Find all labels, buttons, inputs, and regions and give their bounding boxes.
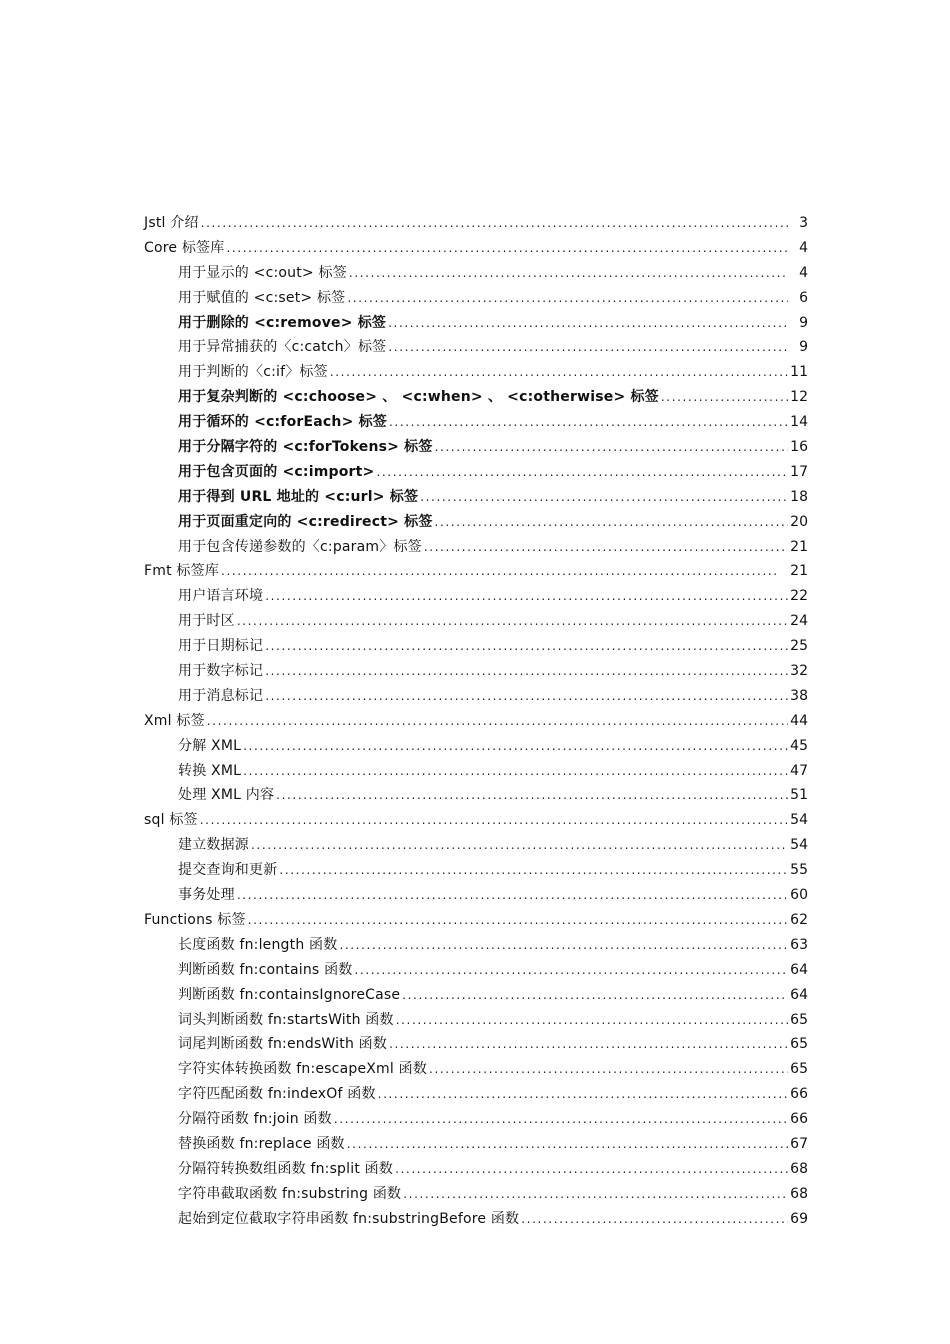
toc-entry-page-number: 55: [790, 862, 808, 879]
toc-entry-title: 用于异常捕获的〈c:catch〉标签: [178, 339, 387, 356]
toc-dot-leader: [389, 1032, 788, 1057]
toc-entry-page-number: 60: [790, 887, 808, 904]
toc-entry-page-number: 20: [790, 513, 808, 530]
toc-entry-title: 判断函数 fn:contains 函数: [178, 961, 353, 978]
toc-entry-title: 用于显示的 <c:out> 标签: [178, 264, 347, 281]
toc-entry-title: Fmt 标签库: [144, 563, 220, 580]
toc-entry-page-number: 12: [790, 389, 808, 406]
toc-entry[interactable]: [144, 734, 808, 759]
toc-entry-page-number: 6: [799, 289, 808, 306]
toc-entry-page-number: 17: [790, 463, 808, 480]
toc-entry[interactable]: [144, 833, 808, 858]
toc-entry-page-number: 3: [799, 215, 808, 231]
toc-entry-title: 用于包含传递参数的〈c:param〉标签: [178, 538, 422, 555]
toc-entry[interactable]: [144, 1182, 808, 1207]
toc-dot-leader: [237, 883, 788, 908]
toc-entry-title: 用于复杂判断的 <c:choose> 、 <c:when> 、 <c:otherwise> 标签: [178, 389, 659, 406]
toc-entry-page-number: 66: [790, 1111, 808, 1128]
toc-dot-leader: [402, 983, 788, 1008]
toc-entry-page-number: 69: [790, 1210, 808, 1227]
toc-entry-page-number: 4: [799, 239, 808, 256]
toc-dot-leader: [354, 958, 788, 983]
toc-entry-page-number: 4: [799, 264, 808, 281]
toc-entry-title: 用于包含页面的 <c:import>: [178, 463, 375, 480]
toc-entry-title: 用于删除的 <c:remove> 标签: [178, 314, 387, 331]
toc-dot-leader: [429, 1057, 788, 1082]
toc-entry-title: 用于分隔字符的 <c:forTokens> 标签: [178, 439, 433, 456]
toc-entry[interactable]: [144, 883, 808, 908]
toc-entry-title: 字符实体转换函数 fn:escapeXml 函数: [178, 1061, 428, 1078]
toc-dot-leader: [201, 211, 788, 236]
toc-entry-title: 词头判断函数 fn:startsWith 函数: [178, 1011, 394, 1028]
toc-entry[interactable]: [144, 659, 808, 684]
toc-entry[interactable]: [144, 634, 808, 659]
toc-entry-page-number: 47: [790, 762, 808, 779]
toc-dot-leader: [424, 535, 788, 560]
toc-entry-title: 用于时区: [178, 613, 235, 630]
toc-entry[interactable]: [144, 510, 808, 535]
toc-entry[interactable]: [144, 1107, 808, 1132]
toc-entry-page-number: 21: [790, 538, 808, 555]
toc-dot-leader: [396, 1008, 788, 1033]
toc-dot-leader: [243, 734, 788, 759]
toc-entry-title: 用户语言环境: [178, 588, 264, 605]
toc-dot-leader: [388, 311, 788, 336]
toc-entry-title: Functions 标签: [144, 911, 246, 928]
toc-entry[interactable]: [144, 684, 808, 709]
toc-entry-title: 用于判断的〈c:if〉标签: [178, 364, 328, 381]
toc-entry-page-number: 18: [790, 488, 808, 505]
toc-entry-page-number: 65: [790, 1061, 808, 1078]
toc-entry-title: 判断函数 fn:containsIgnoreCase: [178, 986, 401, 1003]
toc-entry-page-number: 24: [790, 613, 808, 630]
toc-dot-leader: [248, 908, 788, 933]
toc-entry-page-number: 65: [790, 1011, 808, 1028]
toc-entry[interactable]: [144, 709, 808, 734]
toc-dot-leader: [334, 1107, 788, 1132]
toc-dot-leader: [330, 360, 788, 385]
toc-dot-leader: [420, 485, 788, 510]
toc-entry[interactable]: [144, 584, 808, 609]
toc-entry-page-number: 65: [790, 1036, 808, 1053]
toc-dot-leader: [347, 286, 788, 311]
toc-entry-title: 用于消息标记: [178, 687, 264, 704]
toc-dot-leader: [265, 584, 788, 609]
toc-dot-leader: [389, 410, 788, 435]
toc-dot-leader: [265, 634, 788, 659]
toc-entry-page-number: 54: [790, 812, 808, 829]
toc-entry-page-number: 68: [790, 1185, 808, 1202]
toc-entry-title: Xml 标签: [144, 712, 205, 729]
toc-entry-title: 长度函数 fn:length 函数: [178, 936, 338, 953]
toc-entry[interactable]: [144, 1057, 808, 1082]
toc-dot-leader: [207, 709, 788, 734]
toc-entry[interactable]: [144, 385, 808, 410]
toc-dot-leader: [378, 1082, 788, 1107]
toc-dot-leader: [661, 385, 788, 410]
toc-entry-title: 分隔符函数 fn:join 函数: [178, 1111, 332, 1128]
toc-entry[interactable]: [144, 1008, 808, 1033]
toc-dot-leader: [376, 460, 788, 485]
toc-dot-leader: [521, 1207, 788, 1232]
toc-entry-title: 处理 XML 内容: [178, 787, 275, 804]
toc-entry[interactable]: [144, 1032, 808, 1057]
toc-entry-title: 用于得到 URL 地址的 <c:url> 标签: [178, 488, 419, 505]
toc-dot-leader: [349, 261, 788, 286]
toc-entry-page-number: 54: [790, 837, 808, 854]
toc-entry[interactable]: [144, 360, 808, 385]
toc-entry[interactable]: [144, 933, 808, 958]
toc-dot-leader: [226, 236, 788, 261]
toc-entry-title: 用于循环的 <c:forEach> 标签: [178, 414, 387, 431]
toc-entry[interactable]: [144, 261, 808, 286]
toc-entry[interactable]: [144, 236, 808, 261]
toc-entry[interactable]: [144, 759, 808, 784]
toc-entry[interactable]: [144, 858, 808, 883]
toc-entry[interactable]: [144, 311, 808, 336]
toc-entry-page-number: 9: [799, 314, 808, 331]
toc-dot-leader: [237, 609, 788, 634]
toc-entry[interactable]: [144, 808, 808, 833]
toc-dot-leader: [435, 510, 788, 535]
toc-entry-page-number: 32: [790, 663, 808, 680]
toc-dot-leader: [251, 833, 788, 858]
toc-dot-leader: [339, 933, 788, 958]
toc-entry-title: 字符匹配函数 fn:indexOf 函数: [178, 1086, 376, 1103]
toc-entry-page-number: 64: [790, 961, 808, 978]
toc-entry-title: 建立数据源: [178, 837, 249, 854]
toc-entry-title: 提交查询和更新: [178, 862, 278, 879]
toc-entry[interactable]: [144, 783, 808, 808]
toc-entry[interactable]: [144, 983, 808, 1008]
toc-entry[interactable]: [144, 485, 808, 510]
toc-entry-title: sql 标签: [144, 812, 198, 829]
toc-entry[interactable]: [144, 609, 808, 634]
toc-entry[interactable]: [144, 286, 808, 311]
toc-entry-title: Jstl 介绍: [144, 215, 199, 231]
toc-entry[interactable]: [144, 1082, 808, 1107]
toc-entry-page-number: 63: [790, 936, 808, 953]
toc-entry[interactable]: [144, 559, 808, 584]
toc-entry-title: 用于页面重定向的 <c:redirect> 标签: [178, 513, 433, 530]
toc-entry-page-number: 11: [790, 364, 808, 381]
toc-dot-leader: [276, 783, 788, 808]
toc-entry[interactable]: [144, 535, 808, 560]
toc-entry[interactable]: [144, 958, 808, 983]
toc-entry[interactable]: [144, 460, 808, 485]
toc-entry-page-number: 51: [790, 787, 808, 804]
toc-entry-title: 字符串截取函数 fn:substring 函数: [178, 1185, 402, 1202]
toc-dot-leader: [388, 335, 788, 360]
toc-entry-page-number: 67: [790, 1135, 808, 1152]
toc-entry[interactable]: [144, 908, 808, 933]
toc-entry-page-number: 68: [790, 1160, 808, 1177]
toc-entry[interactable]: [144, 435, 808, 460]
toc-dot-leader: [265, 659, 788, 684]
toc-entry-title: 用于数字标记: [178, 663, 264, 680]
toc-dot-leader: [435, 435, 788, 460]
toc-entry-title: 替换函数 fn:replace 函数: [178, 1135, 345, 1152]
toc-entry-title: 词尾判断函数 fn:endsWith 函数: [178, 1036, 388, 1053]
toc-entry-title: 分隔符转换数组函数 fn:split 函数: [178, 1160, 394, 1177]
toc-dot-leader: [243, 759, 788, 784]
toc-entry[interactable]: [144, 211, 808, 236]
toc-entry[interactable]: [144, 1132, 808, 1157]
toc-entry-page-number: 9: [799, 339, 808, 356]
toc-entry-title: 起始到定位截取字符串函数 fn:substringBefore 函数: [178, 1210, 520, 1227]
toc-entry-title: 用于赋值的 <c:set> 标签: [178, 289, 346, 306]
toc-entry-page-number: 14: [790, 414, 808, 431]
toc-dot-leader: [200, 808, 788, 833]
toc-dot-leader: [221, 559, 776, 584]
toc-entry[interactable]: [144, 410, 808, 435]
toc-entry-title: 事务处理: [178, 887, 235, 904]
toc-entry[interactable]: [144, 1207, 808, 1232]
toc-entry[interactable]: [144, 335, 808, 360]
toc-entry-page-number: 44: [790, 712, 808, 729]
toc-entry-page-number: 25: [790, 638, 808, 655]
table-of-contents: [144, 211, 808, 1232]
toc-entry-page-number: 66: [790, 1086, 808, 1103]
toc-entry-page-number: 62: [790, 911, 808, 928]
toc-entry-page-number: 22: [790, 588, 808, 605]
toc-entry-page-number: 64: [790, 986, 808, 1003]
toc-entry-page-number: 45: [790, 737, 808, 754]
toc-entry-title: Core 标签库: [144, 239, 225, 256]
toc-dot-leader: [347, 1132, 788, 1157]
toc-dot-leader: [395, 1157, 788, 1182]
toc-entry-title: 用于日期标记: [178, 638, 264, 655]
toc-entry-page-number: 16: [790, 439, 808, 456]
toc-entry-page-number: 38: [790, 687, 808, 704]
toc-entry-title: 转换 XML: [178, 762, 242, 779]
toc-dot-leader: [403, 1182, 788, 1207]
toc-dot-leader: [279, 858, 788, 883]
toc-entry-title: 分解 XML: [178, 737, 242, 754]
toc-entry-page-number: 21: [790, 563, 808, 580]
toc-dot-leader: [265, 684, 788, 709]
toc-entry[interactable]: [144, 1157, 808, 1182]
